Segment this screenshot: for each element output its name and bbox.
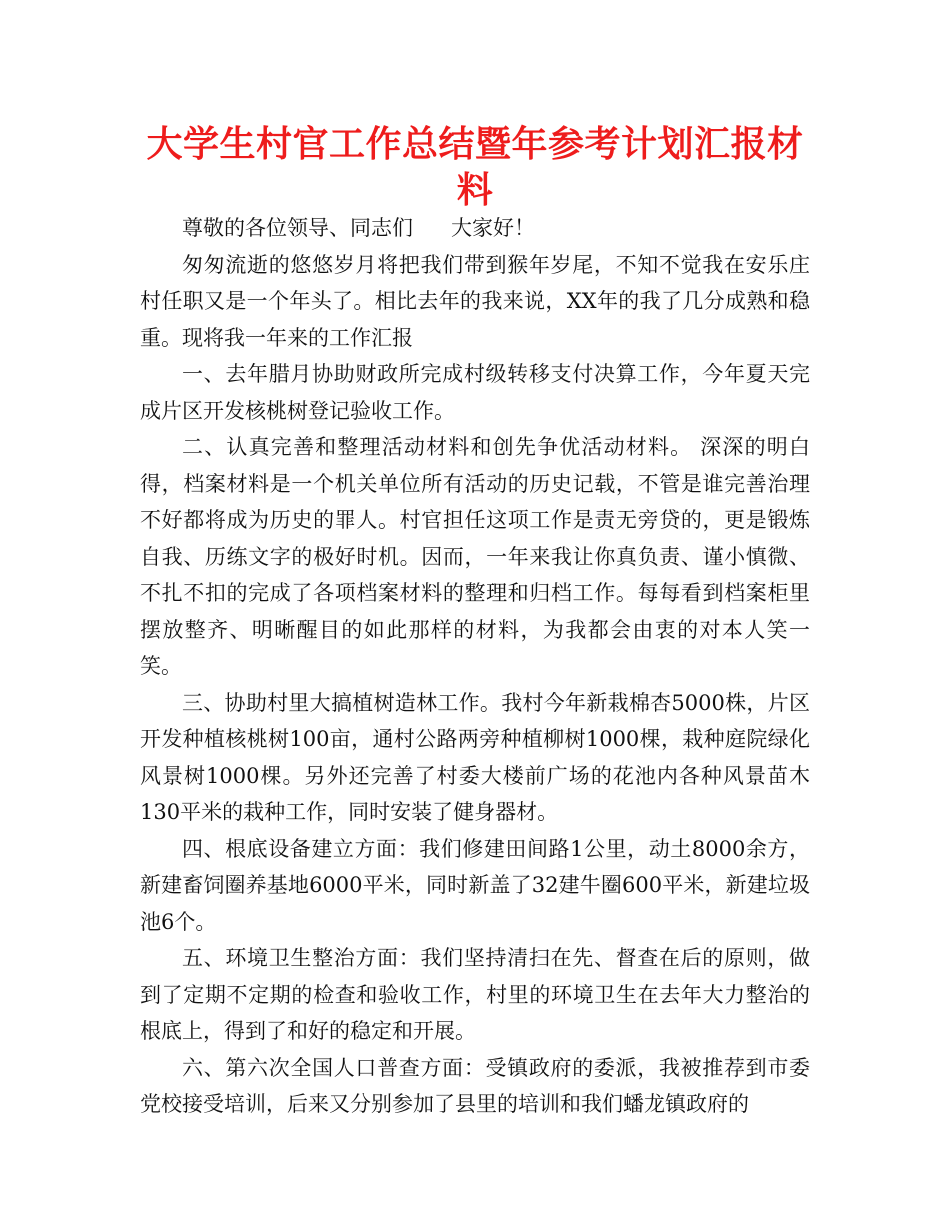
document-title: 大学生村官工作总结暨年参考计划汇报材料 (146, 124, 804, 211)
document-body (140, 210, 810, 1123)
paragraph-item-5: 五、环境卫生整治方面：我们坚持清扫在先、督查在后的原则，做到了定期不定期的检查和验收工作，村里的环境卫生在去年大力整治的根底上，得到了和好的稳定和开展。 (140, 946, 810, 1043)
paragraph-item-6: 六、第六次全国人口普查方面：受镇政府的委派，我被推荐到市委党校接受培训，后来又分别参加了县里的培训和我们蟠龙镇政府的 (140, 1055, 810, 1116)
greeting-salutation: 尊敬的各位领导、同志们 (182, 216, 413, 240)
greeting-line (140, 210, 810, 247)
paragraph-item-4: 四、根底设备建立方面：我们修建田间路1公里，动土8000余方，新建畜饲圈养基地6000平米，同时新盖了32建牛圈600平米，新建垃圾池6个。 (140, 836, 810, 934)
paragraph-item-2: 二、认真完善和整理活动材料和创先争优活动材料。 深深的明白得，档案材料是一个机关单位所有活动的历史记载，不管是谁完善治理不好都将成为历史的罪人。村官担任这项工作是责无旁贷的，更是锻炼自我、历练文字的极好时机。因而，一年来我让你真负责、谨小慎微、不扎不扣的完成了各项档案材料的整理和归档工作。每每看到档案柜里摆放整齐、明晰醒目的如此那样的材料，为我都会由衷的对本人笑一笑。 (140, 435, 810, 678)
paragraph-item-1: 一、去年腊月协助财政所完成村级转移支付决算工作，今年夏天完成片区开发核桃树登记验收工作。 (140, 362, 810, 423)
paragraph-intro: 匆匆流逝的悠悠岁月将把我们带到猴年岁尾，不知不觉我在安乐庄村任职又是一个年头了。相比去年的我来说，XX年的我了几分成熟和稳重。现将我一年来的工作汇报 (140, 252, 810, 350)
greeting-hello: 大家好！ (451, 216, 535, 240)
paragraph-item-3: 三、协助村里大搞植树造林工作。我村今年新栽棉杏5000株，片区开发种植核桃树100亩，通村公路两旁种植柳树1000棵，栽种庭院绿化风景树1000棵。另外还完善了村委大楼前广场的花池内各种风景苗木130平米的栽种工作，同时安装了健身器材。 (140, 690, 810, 824)
